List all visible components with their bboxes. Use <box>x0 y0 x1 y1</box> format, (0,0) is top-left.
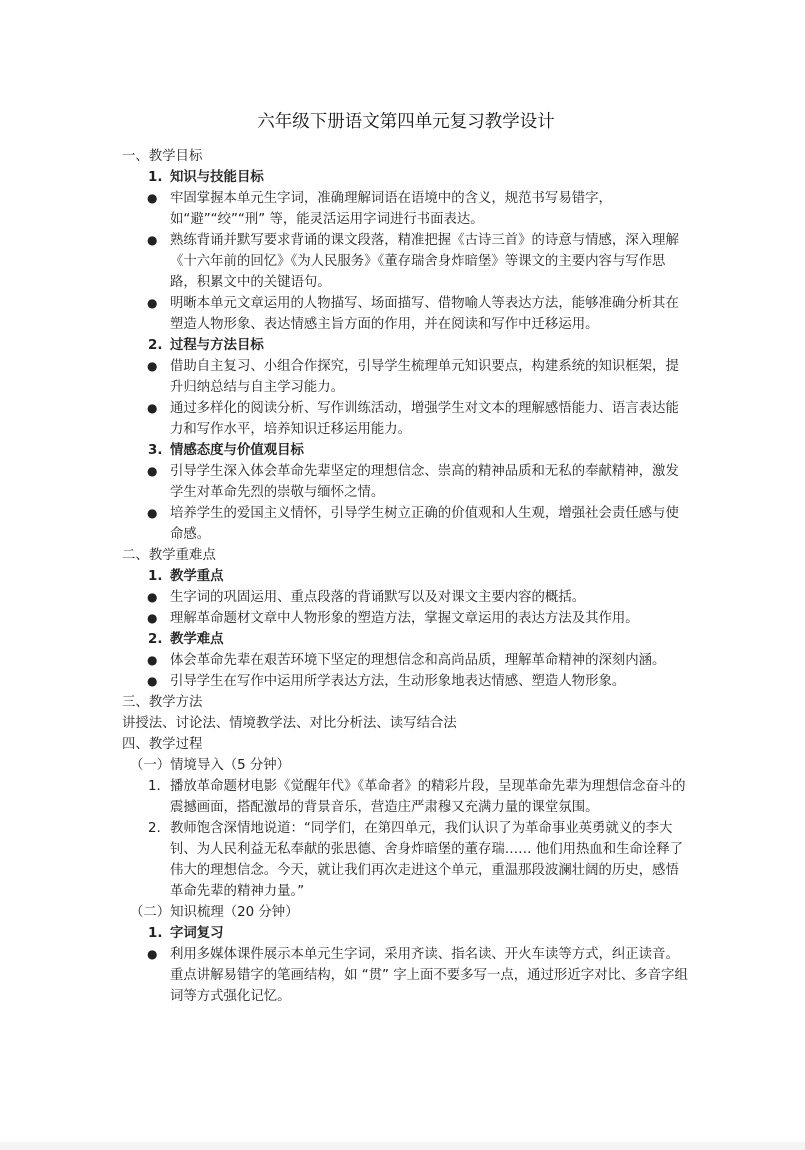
bullet-item: ● 明晰本单元文章运用的人物描写、场面描写、借物喻人等表达方法，能够准确分析其在塑造人物形象、表达情感主旨方面的作用，并在阅读和写作中迁移运用。 <box>122 293 690 335</box>
bullet-icon: ● <box>147 464 158 478</box>
bullet-item: ● 生字词的巩固运用、重点段落的背诵默写以及对课文主要内容的概括。 <box>122 587 690 608</box>
subheading-knowledge-skills: 1. 知识与技能目标 <box>148 170 264 185</box>
bullet-item: ● 引导学生深入体会革命先辈坚定的理想信念、崇高的精神品质和无私的奉献精神，激发学生对革命先烈的崇敬与缅怀之情。 <box>122 461 690 503</box>
subheading-process-methods: 2. 过程与方法目标 <box>148 338 264 353</box>
subsection-heading-review: （二）知识梳理（20 分钟） <box>130 905 299 920</box>
bullet-icon: ● <box>147 611 158 625</box>
subheading-vocab-review: 1. 字词复习 <box>148 926 224 941</box>
subheading-values: 3. 情感态度与价值观目标 <box>148 443 304 458</box>
bullet-item: ● 理解革命题材文章中人物形象的塑造方法，掌握文章运用的表达方法及其作用。 <box>122 608 690 629</box>
subsection-heading-intro: （一）情境导入（5 分钟） <box>130 758 291 773</box>
section-heading-methods: 三、教学方法 <box>122 695 203 710</box>
bullet-item: ● 体会革命先辈在艰苦环境下坚定的理想信念和高尚品质，理解革命精神的深刻内涵。 <box>122 650 690 671</box>
bullet-icon: ● <box>147 401 158 415</box>
bullet-icon: ● <box>147 191 158 205</box>
bullet-icon: ● <box>147 674 158 688</box>
bullet-item: ● 利用多媒体课件展示本单元生字词，采用齐读、指名读、开火车读等方式，纠正读音。重点讲解易错字的笔画结构，如 “贯” 字上面不要多写一点，通过形近字对比、多音字组词等方式强化记忆。 <box>122 944 690 1007</box>
bullet-item: ● 熟练背诵并默写要求背诵的课文段落，精准把握《古诗三首》的诗意与情感，深入理解《十六年前的回忆》《为人民服务》《董存瑞舍身炸暗堡》等课文的主要内容与写作思路，积累文中的关键语句。 <box>122 230 690 293</box>
bullet-icon: ● <box>147 653 158 667</box>
document-title: 六年级下册语文第四单元复习教学设计 <box>257 112 555 132</box>
bullet-icon: ● <box>147 506 158 520</box>
subheading-difficulties: 2. 教学难点 <box>148 632 224 647</box>
bullet-icon: ● <box>147 947 158 961</box>
document-body <box>122 108 690 1007</box>
methods-text: 讲授法、讨论法、情境教学法、对比分析法、读写结合法 <box>122 716 457 731</box>
bullet-item: ● 借助自主复习、小组合作探究，引导学生梳理单元知识要点，构建系统的知识框架，提升归纳总结与自主学习能力。 <box>122 356 690 398</box>
subheading-key-focus: 1. 教学重点 <box>148 569 224 584</box>
bullet-icon: ● <box>147 359 158 373</box>
bullet-item: ● 通过多样化的阅读分析、写作训练活动，增强学生对文本的理解感悟能力、语言表达能力和写作水平，培养知识迁移运用能力。 <box>122 398 690 440</box>
bullet-icon: ● <box>147 590 158 604</box>
ordered-item: 1. 播放革命题材电影《觉醒年代》《革命者》的精彩片段，呈现革命先辈为理想信念奋斗的震撼画面，搭配激昂的背景音乐，营造庄严肃穆又充满力量的课堂氛围。 <box>148 779 686 815</box>
bullet-item: ● 引导学生在写作中运用所学表达方法，生动形象地表达情感、塑造人物形象。 <box>122 671 690 692</box>
bullet-icon: ● <box>147 296 158 310</box>
bullet-item: ● 培养学生的爱国主义情怀，引导学生树立正确的价值观和人生观，增强社会责任感与使命感。 <box>122 503 690 545</box>
bullet-item: ● 牢固掌握本单元生字词，准确理解词语在语境中的含义，规范书写易错字，如“避”“绞”“刑” 等，能灵活运用字词进行书面表达。 <box>122 188 690 230</box>
section-heading-objectives: 一、教学目标 <box>122 149 203 164</box>
section-heading-process: 四、教学过程 <box>122 737 203 752</box>
bullet-icon: ● <box>147 233 158 247</box>
ordered-item: 2. 教师饱含深情地说道：“同学们，在第四单元，我们认识了为革命事业英勇就义的李大钊、为人民利益无私奉献的张思德、舍身炸暗堡的董存瑞…… 他们用热血和生命诠释了伟大的理想信念。今天，就让我们再次走进这个单元，重温那段波澜壮阔的历史，感悟革命先辈的精神力量。” <box>148 821 684 899</box>
section-heading-key-points: 二、教学重难点 <box>122 548 216 563</box>
